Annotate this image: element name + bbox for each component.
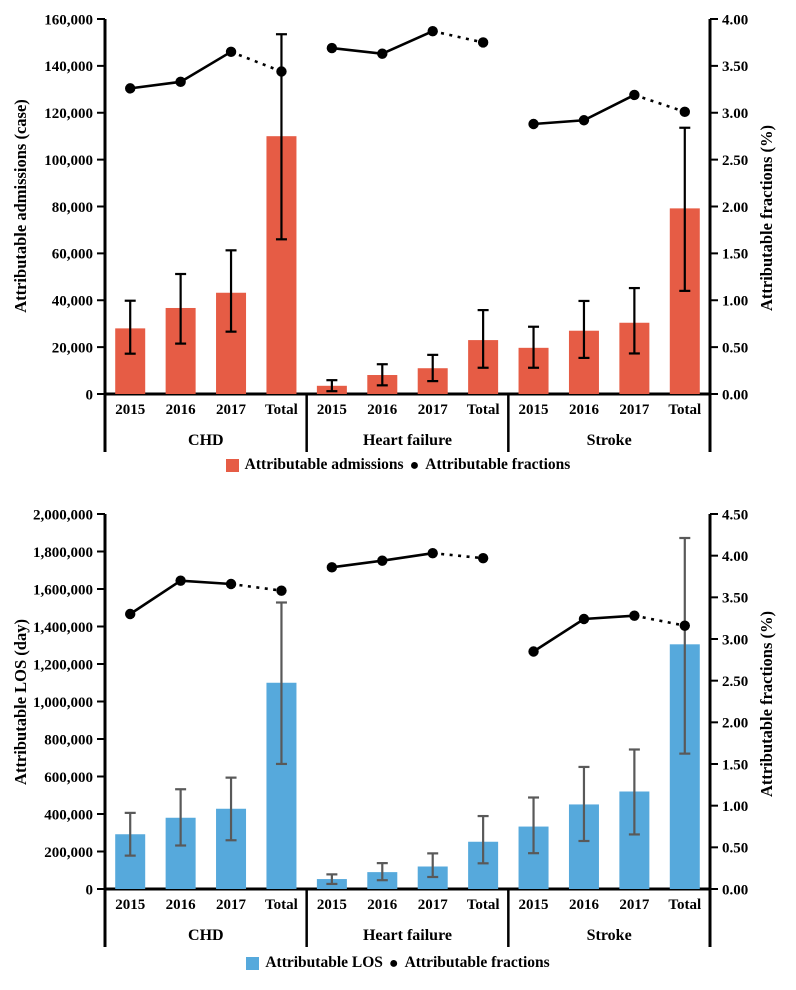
fraction-dot (175, 77, 185, 87)
los-legend-line-label: Attributable fractions (404, 954, 550, 971)
year-label: 2017 (417, 402, 448, 418)
right-axis-tick-label: 1.00 (722, 293, 749, 310)
year-label: Total (668, 402, 702, 418)
los-left-axis-title: Attributable LOS (day) (11, 619, 30, 785)
right-axis-tick-label: 0.00 (722, 387, 749, 404)
fraction-dot (478, 553, 488, 563)
fraction-dot (226, 47, 236, 57)
year-label: 2015 (115, 897, 146, 913)
fraction-dot (175, 575, 185, 585)
left-axis-tick-label: 1,400,000 (33, 619, 93, 636)
left-axis-tick-label: 40,000 (51, 293, 93, 310)
fraction-dot (680, 620, 690, 630)
left-axis-tick-label: 60,000 (51, 246, 93, 263)
group-label: Stroke (586, 927, 632, 944)
left-axis-tick-label: 160,000 (44, 12, 93, 29)
fractions-line-dashed (433, 553, 483, 558)
year-label: 2016 (568, 897, 599, 913)
right-axis-tick-label: 2.00 (722, 199, 749, 216)
fraction-dot (327, 562, 337, 572)
year-label: 2016 (165, 402, 196, 418)
group-label: CHD (188, 432, 224, 449)
year-label: 2015 (316, 402, 347, 418)
fraction-dot (629, 90, 639, 100)
fraction-dot (528, 119, 538, 129)
left-axis-tick-label: 140,000 (44, 59, 93, 76)
right-axis-tick-label: 0.50 (722, 840, 749, 857)
fraction-dot (377, 555, 387, 565)
year-label: 2016 (568, 402, 599, 418)
year-label: 2016 (367, 402, 398, 418)
los-bar-swatch-icon (246, 957, 259, 970)
year-label: Total (466, 402, 500, 418)
left-axis-tick-label: 120,000 (44, 106, 93, 122)
year-label: 2017 (619, 402, 650, 418)
year-label: 2015 (518, 897, 549, 913)
group-label: Heart failure (362, 432, 453, 449)
left-axis-tick-label: 1,200,000 (33, 657, 93, 674)
fraction-dot (579, 614, 589, 624)
year-label: 2016 (165, 897, 196, 913)
year-label: 2017 (619, 897, 650, 913)
fraction-dot (125, 83, 135, 93)
right-axis-tick-label: 2.00 (722, 715, 749, 732)
year-label: Total (668, 897, 702, 913)
admissions-legend (0, 456, 796, 474)
fraction-dot (478, 37, 488, 47)
fractions-marker-icon: ● (388, 954, 399, 972)
admissions-chart (0, 0, 796, 490)
year-label: 2015 (518, 402, 549, 418)
left-axis-tick-label: 0 (85, 387, 93, 404)
right-axis-tick-label: 0.00 (722, 882, 749, 899)
left-axis-tick-label: 80,000 (51, 199, 93, 216)
group-label: CHD (188, 927, 224, 944)
left-axis-tick-label: 1,000,000 (33, 694, 93, 711)
admissions-right-axis-title: Attributable fractions (%) (757, 124, 776, 312)
fraction-dot (377, 48, 387, 58)
los-right-axis-title: Attributable fractions (%) (757, 610, 776, 798)
fraction-dot (125, 609, 135, 619)
group-label: Heart failure (362, 927, 453, 944)
fractions-line-dashed (433, 31, 483, 42)
fraction-dot (276, 66, 286, 76)
fraction-dot (428, 26, 438, 36)
right-axis-tick-label: 4.50 (722, 507, 749, 524)
year-label: 2017 (417, 897, 448, 913)
fractions-line-dashed (634, 616, 684, 626)
left-axis-tick-label: 800,000 (44, 732, 93, 749)
right-axis-tick-label: 3.50 (722, 59, 749, 76)
left-axis-tick-label: 1,600,000 (33, 582, 93, 599)
right-axis-tick-label: 3.00 (722, 632, 749, 649)
year-label: 2017 (216, 402, 247, 418)
left-axis-tick-label: 600,000 (44, 769, 93, 786)
los-chart (0, 490, 796, 990)
left-axis-tick-label: 0 (85, 882, 93, 899)
year-label: 2015 (316, 897, 347, 913)
year-label: Total (466, 897, 500, 913)
year-label: Total (265, 402, 298, 418)
los-legend-bar-label: Attributable LOS (265, 954, 383, 971)
admissions-bar-swatch-icon (226, 459, 239, 472)
admissions-panel (0, 0, 796, 490)
right-axis-tick-label: 1.50 (722, 246, 749, 263)
fraction-dot (327, 43, 337, 53)
group-label: Stroke (586, 432, 632, 449)
right-axis-tick-label: 1.00 (722, 798, 749, 815)
right-axis-tick-label: 4.00 (722, 12, 749, 29)
admissions-left-axis-title: Attributable admissions (case) (11, 99, 30, 313)
left-axis-tick-label: 100,000 (44, 152, 93, 169)
left-axis-tick-label: 400,000 (44, 807, 93, 824)
fraction-dot (680, 107, 690, 117)
right-axis-tick-label: 3.00 (722, 106, 749, 122)
fraction-dot (226, 579, 236, 589)
right-axis-tick-label: 2.50 (722, 152, 749, 169)
right-axis-tick-label: 1.50 (722, 757, 749, 774)
fractions-marker-icon: ● (409, 456, 420, 474)
left-axis-tick-label: 20,000 (51, 340, 93, 357)
fraction-dot (528, 646, 538, 656)
left-axis-tick-label: 2,000,000 (33, 507, 93, 524)
right-axis-tick-label: 4.00 (722, 548, 749, 565)
fraction-dot (579, 115, 589, 125)
fractions-line-dashed (231, 584, 281, 591)
los-panel (0, 490, 796, 990)
fraction-dot (629, 610, 639, 620)
right-axis-tick-label: 2.50 (722, 673, 749, 690)
fraction-dot (276, 585, 286, 595)
year-label: Total (265, 897, 298, 913)
admissions-legend-line-label: Attributable fractions (425, 456, 571, 473)
fractions-line-dashed (634, 95, 684, 112)
left-axis-tick-label: 1,800,000 (33, 544, 93, 561)
right-axis-tick-label: 0.50 (722, 340, 749, 357)
year-label: 2016 (367, 897, 398, 913)
admissions-legend-bar-label: Attributable admissions (244, 456, 404, 473)
year-label: 2015 (115, 402, 146, 418)
fraction-dot (428, 548, 438, 558)
right-axis-tick-label: 3.50 (722, 590, 749, 607)
fractions-line-dashed (231, 52, 281, 72)
left-axis-tick-label: 200,000 (44, 844, 93, 861)
los-legend (0, 954, 796, 972)
year-label: 2017 (216, 897, 247, 913)
